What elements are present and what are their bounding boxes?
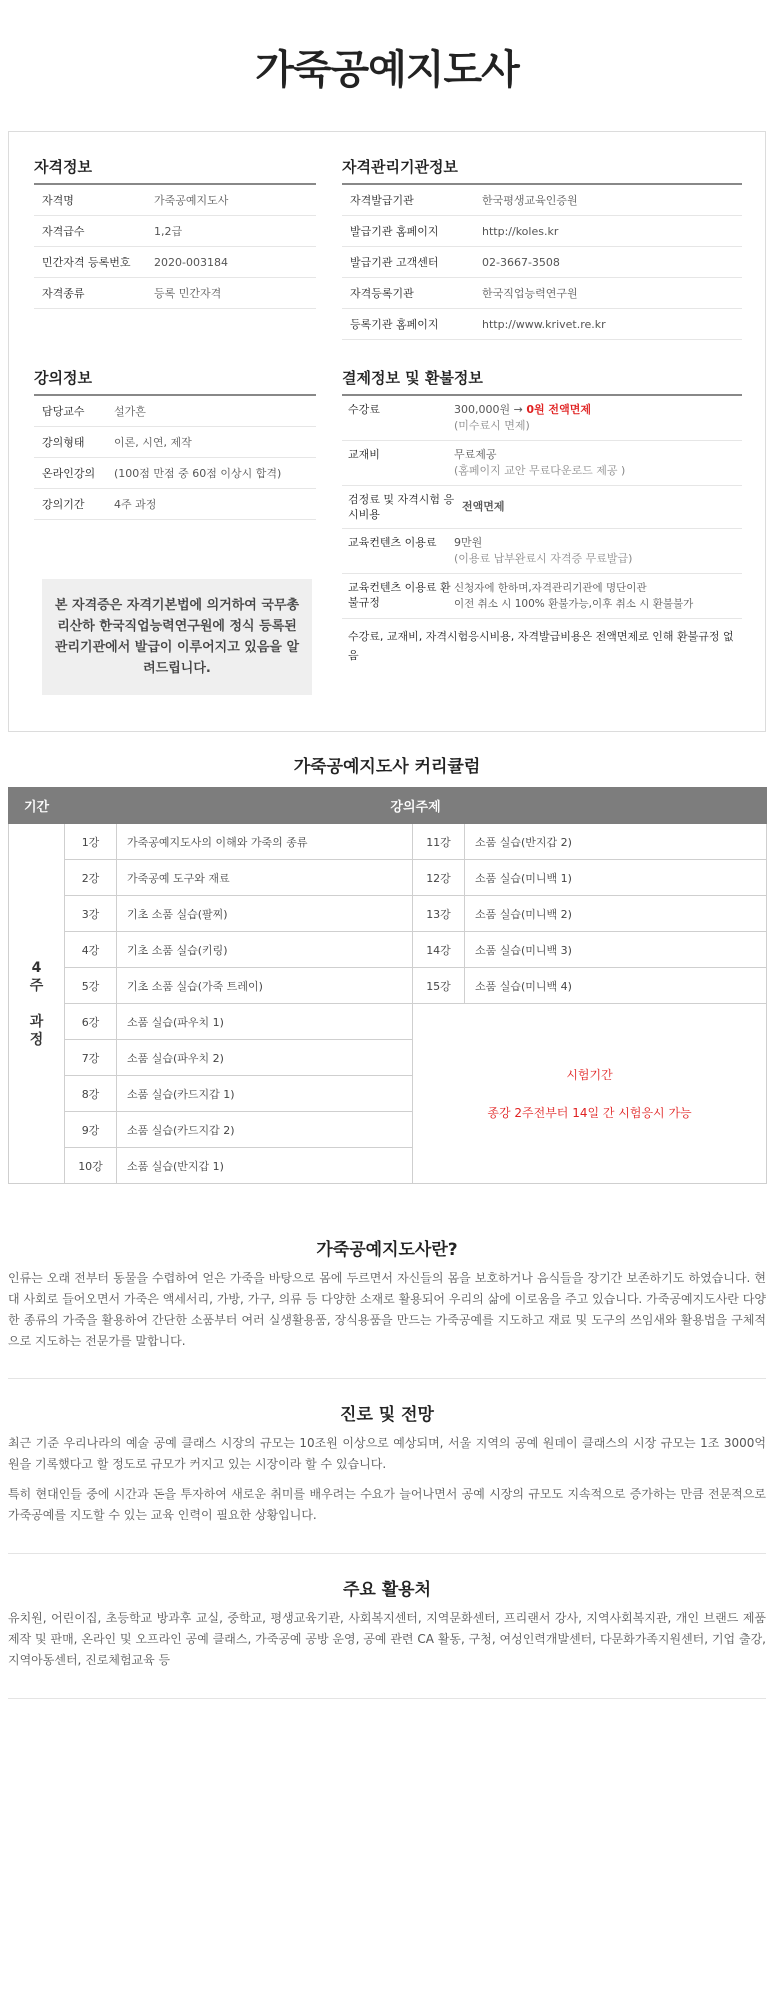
exam-fee-value: 전액면제 [462,500,505,513]
org-info-title: 자격관리기관정보 [342,157,742,185]
lesson-topic: 소품 실습(미니백 4) [465,968,767,1004]
payment-title: 결제정보 및 환불정보 [342,368,742,396]
period-cell [9,824,65,1184]
period-text: 주 [29,977,44,994]
row-key: 수강료 [348,403,380,416]
row-value: 2020-003184 [154,255,228,269]
table-row [9,824,767,860]
row-value: (100점 만점 중 60점 이상시 합격) [114,467,282,480]
lesson-topic: 소품 실습(미니백 1) [465,860,767,896]
row-key: 자격발급기관 [350,194,414,207]
career-text-2: 특히 현대인들 중에 시간과 돈을 투자하여 새로운 취미를 배우려는 수요가 늘어나면서 공예 시장의 규모도 지속적으로 증가하는 만큼 전문적으로 가죽공예를 지도할 수 있는 교육 인력이 필요한 상황입니다. [8,1487,766,1522]
qual-info-row [34,278,316,309]
refund-row [342,574,742,619]
org-info-row [342,185,742,216]
issuer-homepage-link[interactable]: http://koles.kr [482,224,559,238]
row-value: 02-3667-3508 [482,255,560,269]
row-key: 담당교수 [42,405,85,418]
payment-section [342,368,742,665]
lesson-topic: 소품 실습(카드지갑 2) [117,1112,413,1148]
lesson-number: 9강 [65,1112,117,1148]
col-period-header: 기간 [9,788,65,824]
lecture-info-row [34,458,316,489]
fee-row [342,396,742,441]
row-key: 강의기간 [42,498,85,511]
row-key: 자격종류 [42,287,85,300]
row-key: 자격급수 [42,225,85,238]
usage-title: 주요 활용처 [342,1580,432,1600]
career-text-1: 최근 기준 우리나라의 예술 공예 클래스 시장의 규모는 10조원 이상으로 예상되며, 서울 지역의 공예 원데이 클래스의 시장 규모는 1조 3000억 원을 기록했다고 할 정도로 규모가 커지고 있는 시장이라 할 수 있습니다. [8,1436,766,1471]
row-value [454,535,632,567]
lesson-number: 12강 [413,860,465,896]
row-key: 발급기관 홈페이지 [350,225,439,238]
qual-info-row [34,185,316,216]
lesson-number: 11강 [413,824,465,860]
info-box [8,131,766,732]
lesson-topic: 기초 소품 실습(키링) [117,932,413,968]
lesson-topic: 가죽공예지도사의 이해와 가죽의 종류 [117,824,413,860]
row-key: 교육컨텐츠 이용료 환불규정 [348,581,451,609]
row-value: 등록 민간자격 [154,287,222,300]
row-key: 등록기관 홈페이지 [350,318,439,331]
lesson-number: 13강 [413,896,465,932]
lesson-number: 6강 [65,1004,117,1040]
org-info-row [342,278,742,309]
org-info-section [342,157,742,340]
lesson-topic: 소품 실습(반지갑 1) [117,1148,413,1184]
divider [8,1698,766,1699]
table-row [9,932,767,968]
lecture-info-section [34,368,316,520]
lecture-info-row [34,489,316,520]
row-key: 자격등록기관 [350,287,414,300]
payment-note: 수강료, 교재비, 자격시험응시비용, 자격발급비용은 전액면제로 인해 환불규정 없음 [348,630,734,662]
period-text: 4 [31,959,42,976]
lesson-topic: 소품 실습(미니백 3) [465,932,767,968]
row-key: 검정료 및 자격시험 응시비용 [348,493,455,521]
row-key: 민간자격 등록번호 [42,256,131,269]
lecture-info-row [34,396,316,427]
table-header-row [9,788,767,824]
fee-original: 300,000원 → [454,403,523,416]
lesson-topic: 소품 실습(반지갑 2) [465,824,767,860]
row-value: 가죽공예지도사 [154,194,229,207]
lesson-number: 5강 [65,968,117,1004]
row-value [454,447,625,479]
registrar-homepage-link[interactable]: http://www.krivet.re.kr [482,317,606,331]
qual-info-row [34,216,316,247]
lecture-info-title: 강의정보 [34,368,316,396]
row-value: 한국평생교육인증원 [482,194,578,207]
lesson-topic: 소품 실습(미니백 2) [465,896,767,932]
fee-note: (미수료시 면제) [454,419,530,432]
qual-info-section [34,157,316,309]
lesson-number: 10강 [65,1148,117,1184]
lesson-number: 4강 [65,932,117,968]
refund-line2: 이전 취소 시 100% 환불가능,이후 취소 시 환불불가 [454,598,694,610]
table-row [9,860,767,896]
exam-fee-row [342,486,742,529]
lesson-topic: 소품 실습(파우치 2) [117,1040,413,1076]
divider [8,1553,766,1554]
lesson-number: 7강 [65,1040,117,1076]
org-info-row [342,309,742,340]
table-row [9,1004,767,1040]
row-value: 4주 과정 [114,498,157,511]
curriculum-table [8,787,767,1184]
table-row [9,896,767,932]
content-value: 9만원 [454,536,483,549]
org-info-row [342,216,742,247]
lesson-number: 15강 [413,968,465,1004]
page-title: 가죽공예지도사 [255,47,519,93]
lesson-topic: 소품 실습(카드지갑 1) [117,1076,413,1112]
career-title: 진로 및 전망 [340,1405,434,1425]
notice-box: 본 자격증은 자격기본법에 의거하여 국무총리산하 한국직업능력연구원에 정식 등록된 관리기관에서 발급이 이루어지고 있음을 알려드립니다. [42,579,312,695]
org-info-row [342,247,742,278]
lesson-topic: 가죽공예 도구와 재료 [117,860,413,896]
material-row [342,441,742,486]
row-value [454,402,591,434]
qual-info-row [34,247,316,278]
col-topic-header: 강의주제 [65,788,767,824]
usage-text: 유치원, 어린이집, 초등학교 방과후 교실, 중학교, 평생교육기관, 사회복지센터, 지역문화센터, 프리랜서 강사, 지역사회복지관, 개인 브랜드 제품 제작 및 판매, 온라인 및 오프라인 공예 클래스, 가죽공예 공방 운영, 공예 관련 CA 활동, 구청, 여성인력개발센터, 다문화가족지원센터, 기업 출강, 지역아동센터, 진로체험교육 등 [8,1611,766,1667]
row-key: 발급기관 고객센터 [350,256,439,269]
period-text: 정 [29,1031,44,1048]
lesson-number: 14강 [413,932,465,968]
row-key: 강의형태 [42,436,85,449]
row-value [454,580,693,612]
period-text: 과 [29,1013,44,1030]
table-row [9,968,767,1004]
row-value: 1,2급 [154,225,183,238]
lesson-number: 8강 [65,1076,117,1112]
content-note: (이용료 납부완료시 자격증 무료발급) [454,552,633,565]
exam-title: 시험기간 [566,1067,613,1082]
lecture-info-row [34,427,316,458]
material-value: 무료제공 [454,448,497,461]
about-text: 인류는 오래 전부터 동물을 수렵하여 얻은 가죽을 바탕으로 몸에 두르면서 자신들의 몸을 보호하거나 음식들을 장기간 보존하기도 하였습니다. 현대 사회로 들어오면서 가죽은 액세서리, 가방, 가구, 의류 등 다양한 소재로 활용되어 우리의 삶에 이로움을 주고 있습니다. 가죽공예지도사란 다양한 종류의 가죽을 활용하여 간단한 소품부터 여러 실생활용품, 장식용품을 만드는 가죽공예를 지도하고 재료 및 도구의 쓰임새와 활용법을 구체적으로 지도하는 전문가를 말합니다. [8,1271,766,1348]
row-key: 자격명 [42,194,74,207]
exam-desc: 종강 2주전부터 14일 간 시험응시 가능 [487,1105,692,1120]
divider [8,1378,766,1379]
lesson-topic: 기초 소품 실습(가죽 트레이) [117,968,413,1004]
row-key: 교육컨텐츠 이용료 [348,536,437,549]
row-key: 온라인강의 [42,467,96,480]
material-note: (홈페이지 교안 무료다운로드 제공 ) [454,464,626,477]
fee-free: 0원 전액면제 [526,403,591,416]
row-key: 교재비 [348,448,380,461]
qual-info-title: 자격정보 [34,157,316,185]
lesson-topic: 기초 소품 실습(팔찌) [117,896,413,932]
content-fee-row [342,529,742,574]
curriculum-title: 가죽공예지도사 커리큘럼 [293,757,481,777]
exam-period-cell [413,1004,767,1184]
lesson-topic: 소품 실습(파우치 1) [117,1004,413,1040]
about-title: 가죽공예지도사란? [316,1240,458,1260]
row-value: 설가흔 [114,405,146,418]
lesson-number: 1강 [65,824,117,860]
row-value: 한국직업능력연구원 [482,287,578,300]
row-value: 이론, 시연, 제작 [114,436,192,449]
refund-line1: 신청자에 한하며,자격관리기관에 명단이관 [454,582,647,594]
lesson-number: 2강 [65,860,117,896]
lesson-number: 3강 [65,896,117,932]
